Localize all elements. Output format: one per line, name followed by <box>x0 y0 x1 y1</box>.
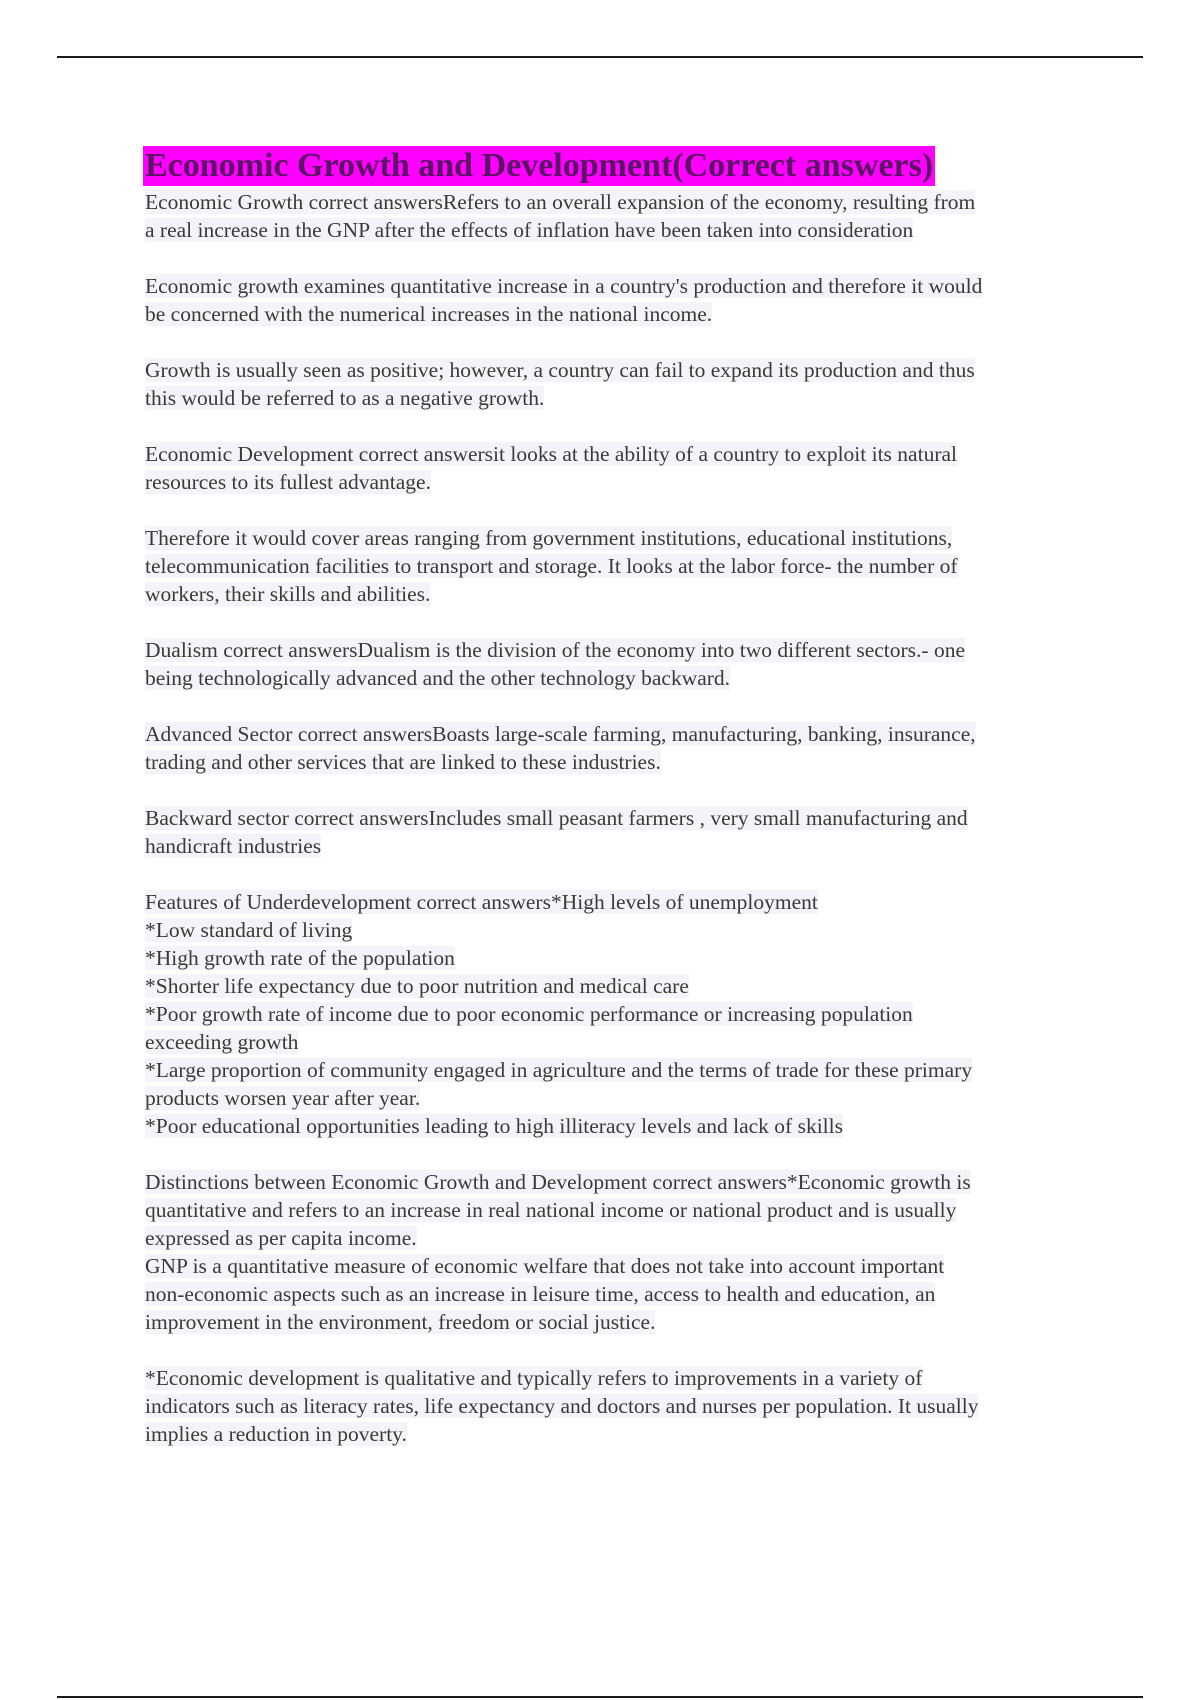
paragraph-line-text: improvement in the environment, freedom or social justice. <box>145 1310 656 1334</box>
paragraph-line-text: *Poor growth rate of income due to poor economic performance or increasing population <box>145 1002 913 1026</box>
paragraph-line-text: *High growth rate of the population <box>145 946 455 970</box>
paragraph-line <box>145 356 1095 384</box>
paragraph-line <box>145 1392 1095 1420</box>
paragraph-line <box>145 524 1095 552</box>
paragraph-line-text: implies a reduction in poverty. <box>145 1422 407 1446</box>
paragraph-line-text: *Low standard of living <box>145 918 353 942</box>
paragraph-line <box>145 720 1095 748</box>
paragraph-line <box>145 804 1095 832</box>
paragraph-line <box>145 1364 1095 1392</box>
paragraph-line <box>145 636 1095 664</box>
paragraph-line-text: *Large proportion of community engaged in agriculture and the terms of trade for these primary <box>145 1058 973 1082</box>
paragraph <box>145 636 1095 692</box>
paragraph-line-text: indicators such as literacy rates, life expectancy and doctors and nurses per population. It usually <box>145 1394 979 1418</box>
paragraph-line <box>145 916 1095 944</box>
paragraph-line-text: this would be referred to as a negative growth. <box>145 386 545 410</box>
paragraph-line <box>145 384 1095 412</box>
bottom-rule <box>57 1696 1143 1698</box>
paragraph-line <box>145 1224 1095 1252</box>
paragraph-line <box>145 944 1095 972</box>
paragraph-line <box>145 1252 1095 1280</box>
paragraph-line-text: be concerned with the numerical increases in the national income. <box>145 302 713 326</box>
paragraph-line <box>145 1420 1095 1448</box>
paragraph-line <box>145 888 1095 916</box>
paragraph-line-text: products worsen year after year. <box>145 1086 421 1110</box>
paragraph-line <box>145 468 1095 496</box>
paragraph-line <box>145 1280 1095 1308</box>
paragraph <box>145 524 1095 608</box>
paragraph-line <box>145 440 1095 468</box>
paragraph-line-text: quantitative and refers to an increase in real national income or national product and is usually <box>145 1198 957 1222</box>
paragraph-line <box>145 972 1095 1000</box>
paragraph-line <box>145 748 1095 776</box>
paragraph-line <box>145 300 1095 328</box>
paragraph-line <box>145 1000 1095 1028</box>
paragraph-line <box>145 552 1095 580</box>
paragraph-line-text: Backward sector correct answersIncludes small peasant farmers , very small manufacturing and <box>145 806 968 830</box>
paragraph-line <box>145 1056 1095 1084</box>
paragraph-line-text: a real increase in the GNP after the effects of inflation have been taken into consideration <box>145 218 914 242</box>
paragraph-line-text: Economic growth examines quantitative increase in a country's production and therefore it would <box>145 274 983 298</box>
paragraph-line-text: Dualism correct answersDualism is the division of the economy into two different sectors.- one <box>145 638 965 662</box>
paragraph-line-text: being technologically advanced and the other technology backward. <box>145 666 731 690</box>
paragraph-line-text: Economic Development correct answersit looks at the ability of a country to exploit its natural <box>145 442 957 466</box>
paragraph-line <box>145 1028 1095 1056</box>
paragraph <box>145 1364 1095 1448</box>
paragraph-line-text: Features of Underdevelopment correct answers*High levels of unemployment <box>145 890 818 914</box>
paragraph-line-text: *Poor educational opportunities leading to high illiteracy levels and lack of skills <box>145 1114 843 1138</box>
paragraph-line-text: exceeding growth <box>145 1030 299 1054</box>
paragraph-line-text: resources to its fullest advantage. <box>145 470 431 494</box>
paragraph-line <box>145 1168 1095 1196</box>
paragraph-line <box>145 1112 1095 1140</box>
paragraph-line-text: *Shorter life expectancy due to poor nutrition and medical care <box>145 974 689 998</box>
paragraph-line <box>145 580 1095 608</box>
paragraph-line-text: workers, their skills and abilities. <box>145 582 431 606</box>
paragraph-line-text: handicraft industries <box>145 834 322 858</box>
top-rule <box>57 56 1143 58</box>
paragraph-line-text: Therefore it would cover areas ranging from government institutions, educational institutions, <box>145 526 953 550</box>
paragraph-line-text: *Economic development is qualitative and typically refers to improvements in a variety of <box>145 1366 923 1390</box>
paragraph-line <box>145 272 1095 300</box>
paragraph-line-text: GNP is a quantitative measure of economic welfare that does not take into account important <box>145 1254 945 1278</box>
paragraph-line-text: Distinctions between Economic Growth and Development correct answers*Economic growth is <box>145 1170 971 1194</box>
paragraph <box>145 888 1095 1140</box>
paragraph <box>145 720 1095 776</box>
paragraph-list <box>145 188 1095 1448</box>
document-title: Economic Growth and Development(Correct answers) <box>145 147 934 184</box>
paragraph-line-text: telecommunication facilities to transport and storage. It looks at the labor force- the number of <box>145 554 958 578</box>
paragraph-line-text: trading and other services that are linked to these industries. <box>145 750 661 774</box>
paragraph-line <box>145 1196 1095 1224</box>
paragraph-line <box>145 1308 1095 1336</box>
paragraph <box>145 272 1095 328</box>
paragraph-line <box>145 1084 1095 1112</box>
document-body <box>145 146 1095 1476</box>
paragraph-line-text: expressed as per capita income. <box>145 1226 417 1250</box>
paragraph-line <box>145 216 1095 244</box>
paragraph <box>145 1168 1095 1336</box>
paragraph <box>145 804 1095 860</box>
paragraph-line-text: non-economic aspects such as an increase in leisure time, access to health and education, an <box>145 1282 936 1306</box>
paragraph-line <box>145 832 1095 860</box>
paragraph-line-text: Advanced Sector correct answersBoasts large-scale farming, manufacturing, banking, insurance, <box>145 722 976 746</box>
paragraph-line-text: Economic Growth correct answersRefers to an overall expansion of the economy, resulting from <box>145 190 976 214</box>
paragraph <box>145 440 1095 496</box>
paragraph <box>145 188 1095 244</box>
paragraph <box>145 356 1095 412</box>
paragraph-line <box>145 664 1095 692</box>
paragraph-line-text: Growth is usually seen as positive; however, a country can fail to expand its production and thus <box>145 358 975 382</box>
paragraph-line <box>145 188 1095 216</box>
